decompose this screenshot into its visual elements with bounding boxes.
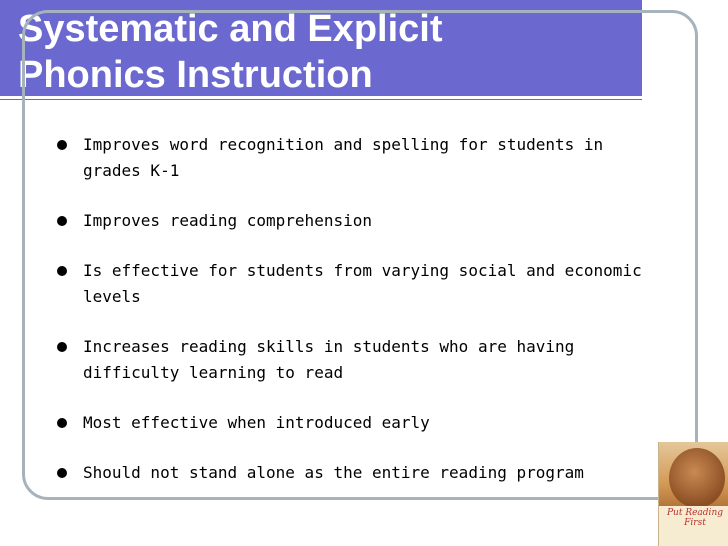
bullet-item bbox=[55, 460, 670, 486]
child-photo bbox=[669, 448, 725, 508]
bullet-text: Improves word recognition and spelling for students in grades K-1 bbox=[83, 135, 604, 180]
bullet-item bbox=[55, 258, 670, 310]
bullet-list bbox=[55, 132, 670, 510]
bullet-dot-icon bbox=[57, 468, 67, 478]
bullet-text: Improves reading comprehension bbox=[83, 211, 372, 230]
bullet-dot-icon bbox=[57, 216, 67, 226]
bullet-text: Should not stand alone as the entire reading program bbox=[83, 463, 584, 482]
book-cover-image bbox=[658, 442, 728, 546]
bullet-text: Most effective when introduced early bbox=[83, 413, 430, 432]
bullet-dot-icon bbox=[57, 266, 67, 276]
bullet-item bbox=[55, 410, 670, 436]
bullet-text: Is effective for students from varying social and economic levels bbox=[83, 261, 642, 306]
page-title-line-1: Systematic and Explicit bbox=[18, 8, 443, 50]
bullet-item bbox=[55, 132, 670, 184]
bullet-dot-icon bbox=[57, 140, 67, 150]
bullet-item bbox=[55, 208, 670, 234]
bullet-text: Increases reading skills in students who are having difficulty learning to read bbox=[83, 337, 575, 382]
bullet-dot-icon bbox=[57, 418, 67, 428]
page-title-line-2: Phonics Instruction bbox=[18, 54, 373, 96]
bullet-item bbox=[55, 334, 670, 386]
book-cover-title: Put Reading First bbox=[667, 508, 723, 528]
bullet-dot-icon bbox=[57, 342, 67, 352]
